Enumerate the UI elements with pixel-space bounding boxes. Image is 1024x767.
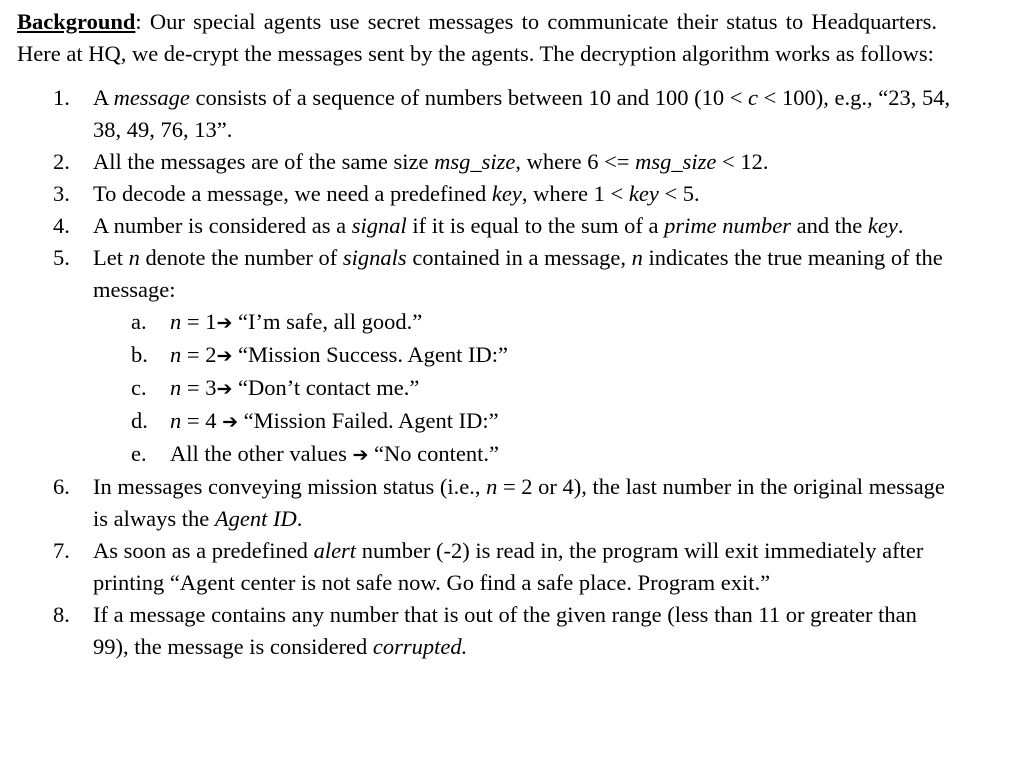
item-term: Agent ID	[214, 506, 297, 531]
sub-eq: = 3	[181, 375, 217, 400]
list-item-2	[17, 146, 953, 178]
item-number: 1.	[53, 85, 70, 110]
item-number: 3.	[53, 181, 70, 206]
sub-text: “Mission Failed. Agent ID:”	[238, 408, 499, 433]
sub-text: “No content.”	[368, 441, 499, 466]
item-term: key	[491, 181, 522, 206]
item-term: n	[631, 245, 643, 270]
item-term: key	[628, 181, 659, 206]
item-text: All the messages are of the same size	[93, 149, 435, 174]
sub-letter: b.	[131, 342, 148, 367]
item-text: In messages conveying mission status (i.e.,	[93, 474, 487, 499]
item-term: msg_size	[635, 149, 717, 174]
item-number: 5.	[53, 245, 70, 270]
item-term: alert	[313, 538, 357, 563]
item-term: signals	[342, 245, 407, 270]
sublist-item-e	[93, 438, 953, 471]
item-term: key	[867, 213, 898, 238]
item-term: c	[748, 85, 759, 110]
list-item-1	[17, 82, 953, 146]
sub-eq: = 1	[181, 309, 217, 334]
item-text: , where 6 <=	[515, 149, 636, 174]
item-text: < 100), e.g., “23, 54, 38, 49, 76, 13”.	[93, 85, 951, 142]
item-text: indicates the true meaning of the message:	[93, 245, 943, 302]
item-text: contained in a message,	[406, 245, 632, 270]
item-term: n	[486, 474, 498, 499]
arrow-icon: ➔	[222, 411, 238, 433]
sublist-item-c	[93, 372, 953, 405]
item-term: msg_size	[434, 149, 516, 174]
item-text: number (-2) is read in, the program will exit immediately after printing “Agent center is not safe now. Go find a safe place. Program exit.”	[93, 538, 924, 595]
sublist-item-b	[93, 339, 953, 372]
item-term: signal	[351, 213, 407, 238]
item-text: = 2 or 4), the last number in the original message is always the	[93, 474, 945, 531]
item-text: .	[897, 213, 904, 238]
document	[17, 6, 1017, 663]
algorithm-list	[17, 82, 1017, 663]
list-item-6	[17, 471, 953, 535]
item-number: 4.	[53, 213, 70, 238]
background-text: : Our special agents use secret messages to communicate their status to Headquarters. Here at HQ, we de-crypt the messages sent by the agents. The decryption algorithm works as follows:	[17, 9, 937, 66]
item-term: prime number	[664, 213, 792, 238]
item-number: 8.	[53, 602, 70, 627]
list-item-5	[17, 242, 953, 471]
arrow-icon: ➔	[216, 378, 233, 400]
sub-text: “I’m safe, all good.”	[232, 309, 423, 334]
sub-letter: a.	[131, 309, 147, 334]
arrow-icon: ➔	[216, 345, 233, 367]
sub-eq: = 2	[181, 342, 217, 367]
item-text: As soon as a predefined	[93, 538, 314, 563]
item-text: consists of a sequence of numbers between 10 and 100 (10 <	[189, 85, 749, 110]
sub-eq: All the other values	[170, 441, 353, 466]
arrow-icon: ➔	[216, 312, 233, 334]
item-text: If a message contains any number that is out of the given range (less than 11 or greater than 99), the message is considered	[93, 602, 917, 659]
item-text: To decode a message, we need a predefined	[93, 181, 492, 206]
background-heading: Background	[17, 9, 136, 34]
sublist-item-a	[93, 306, 953, 339]
sub-letter: d.	[131, 408, 148, 433]
arrow-icon: ➔	[352, 444, 369, 466]
meaning-sublist	[93, 306, 953, 471]
item-number: 2.	[53, 149, 70, 174]
item-text: A	[93, 85, 114, 110]
item-text: .	[296, 506, 303, 531]
item-text: if it is equal to the sum of a	[406, 213, 665, 238]
sub-text: “Mission Success. Agent ID:”	[232, 342, 508, 367]
item-number: 7.	[53, 538, 70, 563]
sub-var: n	[170, 375, 182, 400]
sub-var: n	[170, 309, 182, 334]
list-item-7	[17, 535, 953, 599]
item-text: Let	[93, 245, 129, 270]
sub-var: n	[170, 408, 182, 433]
item-number: 6.	[53, 474, 70, 499]
item-text: A number is considered as a	[93, 213, 352, 238]
item-text: < 5.	[658, 181, 700, 206]
item-text: < 12.	[716, 149, 769, 174]
item-text: denote the number of	[139, 245, 343, 270]
item-term: corrupted.	[372, 634, 468, 659]
item-term: n	[128, 245, 140, 270]
list-item-8	[17, 599, 953, 663]
sub-var: n	[170, 342, 182, 367]
sub-letter: e.	[131, 441, 147, 466]
sub-eq: = 4	[181, 408, 223, 433]
list-item-3	[17, 178, 953, 210]
item-text: , where 1 <	[521, 181, 629, 206]
item-text: and the	[791, 213, 868, 238]
background-paragraph	[17, 6, 937, 70]
sub-text: “Don’t contact me.”	[232, 375, 420, 400]
item-term: message	[113, 85, 190, 110]
list-item-4	[17, 210, 953, 242]
sublist-item-d	[93, 405, 953, 438]
sub-letter: c.	[131, 375, 147, 400]
